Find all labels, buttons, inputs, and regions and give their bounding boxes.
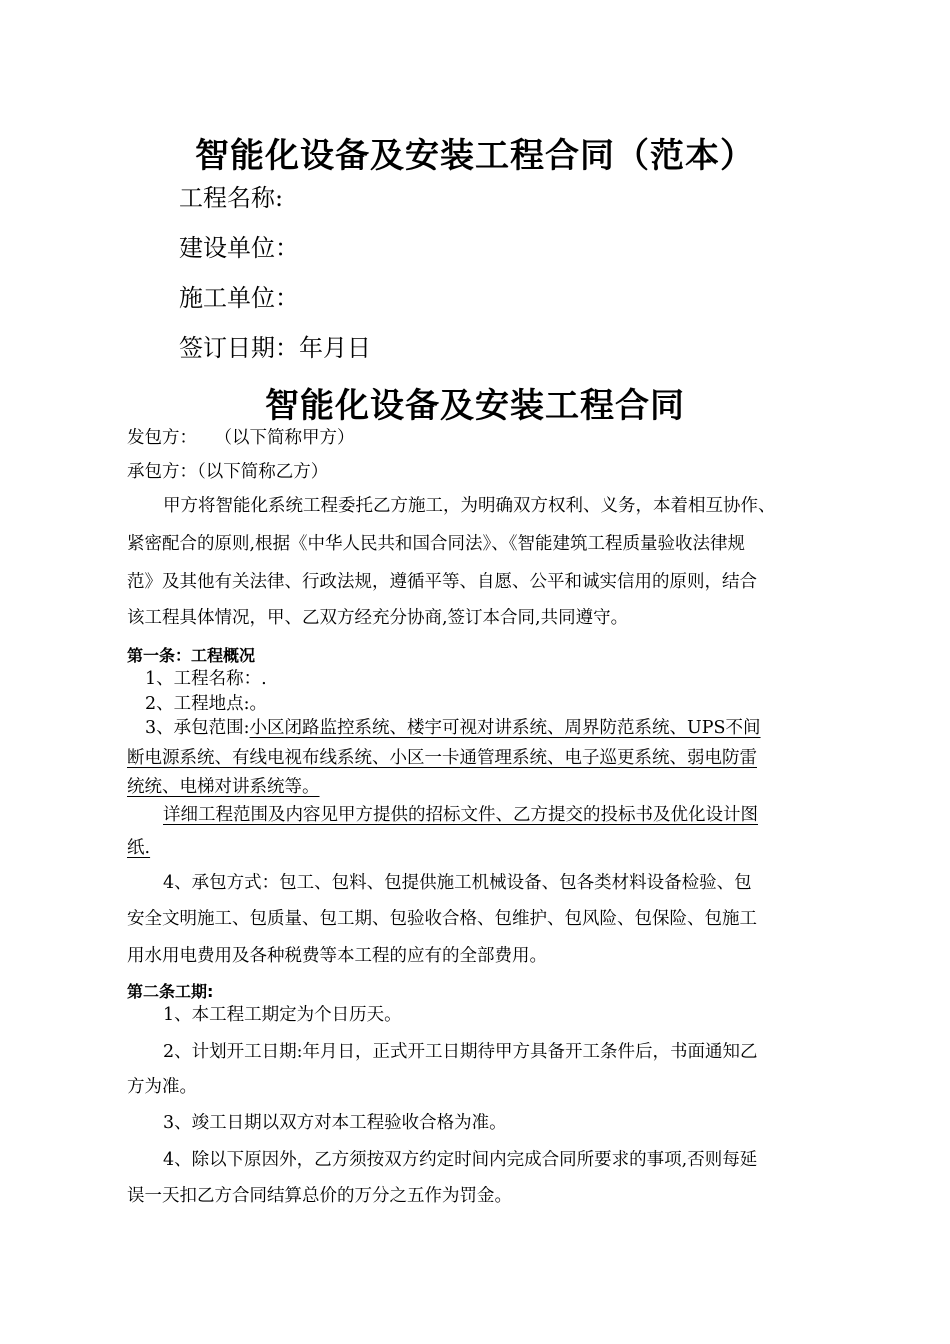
scope-line: 小区闭路监控系统、楼宇可视对讲系统、周界防范系统、UPS不间 [249,718,761,738]
scope-line: 统统、电梯对讲系统等。 [127,777,320,797]
article1-item4-line: 安全文明施工、包质量、包工期、包验收合格、包维护、包风险、包保险、包施工 [127,909,757,929]
article1-heading: 第一条：工程概况 [127,646,256,665]
scope-line: 断电源系统、有线电视布线系统、小区一卡通管理系统、电子巡更系统、弱电防雷 [127,748,757,768]
article1-item4-line: 用水用电费用及各种税费等本工程的应有的全部费用。 [127,946,547,966]
party-a-line: 发包方： （以下简称甲方） [127,428,355,448]
article1-item4-line: 4、承包方式：包工、包料、包提供施工机械设备、包各类材料设备检验、包 [163,873,752,893]
detail-line: 纸. [127,838,151,858]
article1-item2: 2、工程地点:。 [145,694,268,714]
preamble-line: 甲方将智能化系统工程委托乙方施工，为明确双方权利、义务，本着相互协作、 [163,496,776,516]
article1-item3 [145,716,761,740]
article2-item4-line: 误一天扣乙方合同结算总价的万分之五作为罚金。 [127,1186,512,1206]
detail-line: 详细工程范围及内容见甲方提供的招标文件、乙方提交的投标书及优化设计图 [163,805,758,825]
cover-title: 智能化设备及安装工程合同（范本） [195,136,755,176]
article1-item1: 1、工程名称：. [145,669,267,689]
article2-item1: 1、本工程工期定为个日历天。 [163,1005,402,1025]
article2-item2-line: 2、计划开工日期:年月日，正式开工日期待甲方具备开工条件后，书面通知乙 [163,1042,758,1062]
cover-owner: 建设单位： [179,234,299,262]
party-b-line: 承包方：（以下简称乙方） [127,462,329,482]
cover-contractor: 施工单位： [179,284,299,312]
cover-sign-date: 签订日期：年月日 [179,334,371,362]
article2-item3: 3、竣工日期以双方对本工程验收合格为准。 [163,1113,507,1133]
preamble-line: 该工程具体情况，甲、乙双方经充分协商,签订本合同,共同遵守。 [127,608,629,628]
article2-heading: 第二条工期: [127,982,214,1001]
preamble-line: 紧密配合的原则,根据《中华人民共和国合同法》、《智能建筑工程质量验收法律规 [127,534,746,554]
item3-label: 3、承包范围: [145,718,250,738]
preamble-line: 范》及其他有关法律、行政法规，遵循平等、自愿、公平和诚实信用的原则，结合 [127,572,757,592]
article2-item2-line: 方为准。 [127,1077,197,1097]
article2-item4-line: 4、除以下原因外，乙方须按双方约定时间内完成合同所要求的事项,否则每延 [163,1150,758,1170]
cover-project-name: 工程名称: [179,184,284,212]
contract-title: 智能化设备及安装工程合同 [265,386,685,426]
